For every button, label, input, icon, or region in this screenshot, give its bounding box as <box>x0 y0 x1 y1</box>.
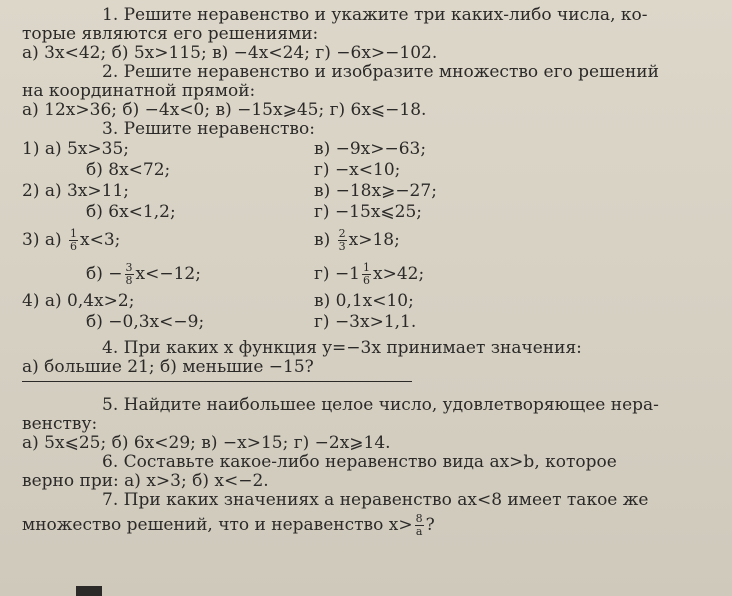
exercise-4 <box>22 339 712 377</box>
ex3-3g-prefix: г) −1 <box>314 264 361 284</box>
ex3-3v-denominator: 3 <box>338 240 346 253</box>
ex3-1v: в) −9x>−63; <box>314 139 427 159</box>
exercise-2-line-1: 2. Решите неравенство и изобразите множество его решений <box>102 62 659 82</box>
ex3-3v-suffix: x>18; <box>348 230 400 250</box>
exercise-7-line-2 <box>22 510 712 540</box>
ex3-2a: 2) а) 3x>11; <box>22 181 130 201</box>
exercise-1 <box>22 6 712 63</box>
exercise-7-question-mark: ? <box>425 515 435 535</box>
ex3-3b <box>22 257 314 291</box>
exercise-5 <box>22 396 712 453</box>
exercise-2-line-2: на координатной прямой: <box>22 81 256 101</box>
ex3-3a-prefix: 3) а) <box>22 230 62 250</box>
ex3-3g-suffix: x>42; <box>373 264 425 284</box>
exercise-3-heading: 3. Решите неравенство: <box>102 119 315 139</box>
exercise-7-numerator: 8 <box>415 512 423 525</box>
exercise-7-denominator: a <box>415 525 423 538</box>
page-edge-mark <box>76 586 102 596</box>
ex3-4a: 4) а) 0,4x>2; <box>22 291 135 311</box>
ex3-3a <box>22 223 314 257</box>
exercise-6-line-2: верно при: а) x>3; б) x<−2. <box>22 471 269 491</box>
ex3-2b: б) 6x<1,2; <box>86 202 176 222</box>
exercise-1-line-2: торые являются его решениями: <box>22 24 319 44</box>
exercise-2-tasks: а) 12x>36; б) −4x<0; в) −15x⩾45; г) 6x⩽−18. <box>22 100 427 120</box>
ex3-3g-numerator: 1 <box>363 261 371 274</box>
ex3-3a-numerator: 1 <box>70 227 78 240</box>
exercise-5-tasks: а) 5x⩽25; б) 6x<29; в) −x>15; г) −2x⩾14. <box>22 433 391 453</box>
exercise-2 <box>22 63 712 120</box>
exercise-6-line-1: 6. Составьте какое-либо неравенство вида ax>b, которое <box>102 452 617 472</box>
ex3-1g: г) −x<10; <box>314 160 401 180</box>
exercise-1-line-1: 1. Решите неравенство и укажите три каких-либо числа, ко- <box>102 5 648 25</box>
ex3-3v-prefix: в) <box>314 230 331 250</box>
ex3-4g: г) −3x>1,1. <box>314 312 417 332</box>
ex3-3v-fraction <box>338 228 347 253</box>
exercise-7-line-2-text: множество решений, что и неравенство x> <box>22 515 413 535</box>
exercise-7-line-1: 7. При каких значениях a неравенство ax<8 имеет такое же <box>102 490 649 510</box>
exercise-5-line-2: венству: <box>22 414 98 434</box>
exercise-3-grid <box>22 139 712 333</box>
exercise-3 <box>22 120 712 333</box>
ex3-2v: в) −18x⩾−27; <box>314 181 437 201</box>
ex3-3g-fraction <box>362 262 371 287</box>
exercise-7-fraction <box>415 513 424 538</box>
ex3-3b-prefix: б) − <box>86 264 123 284</box>
ex3-2g: г) −15x⩽25; <box>314 202 423 222</box>
exercise-4-line-1: 4. При каких x функция y=−3x принимает значения: <box>102 338 582 358</box>
exercise-6 <box>22 453 712 491</box>
ex3-3g <box>314 257 712 291</box>
ex3-1b: б) 8x<72; <box>86 160 171 180</box>
exercise-1-tasks: а) 3x<42; б) 5x>115; в) −4x<24; г) −6x>−102. <box>22 43 438 63</box>
ex3-4b: б) −0,3x<−9; <box>86 312 205 332</box>
exercise-4-line-2: а) большие 21; б) меньшие −15? <box>22 357 314 377</box>
ex3-3b-suffix: x<−12; <box>135 264 201 284</box>
ex3-3v <box>314 223 712 257</box>
ex3-3a-fraction <box>69 228 78 253</box>
ex3-4v: в) 0,1x<10; <box>314 291 414 311</box>
ex3-3b-fraction <box>125 262 134 287</box>
exercise-7 <box>22 491 712 540</box>
ex3-3a-suffix: x<3; <box>80 230 121 250</box>
ex3-3g-denominator: 6 <box>363 274 371 287</box>
ex3-1a: 1) а) 5x>35; <box>22 139 130 159</box>
ex3-3a-denominator: 6 <box>70 240 78 253</box>
exercise-5-line-1: 5. Найдите наибольшее целое число, удовлетворяющее нера- <box>102 395 659 415</box>
ex3-3b-denominator: 8 <box>125 274 133 287</box>
ex3-3b-numerator: 3 <box>125 261 133 274</box>
section-divider <box>22 381 412 382</box>
ex3-3v-numerator: 2 <box>338 227 346 240</box>
